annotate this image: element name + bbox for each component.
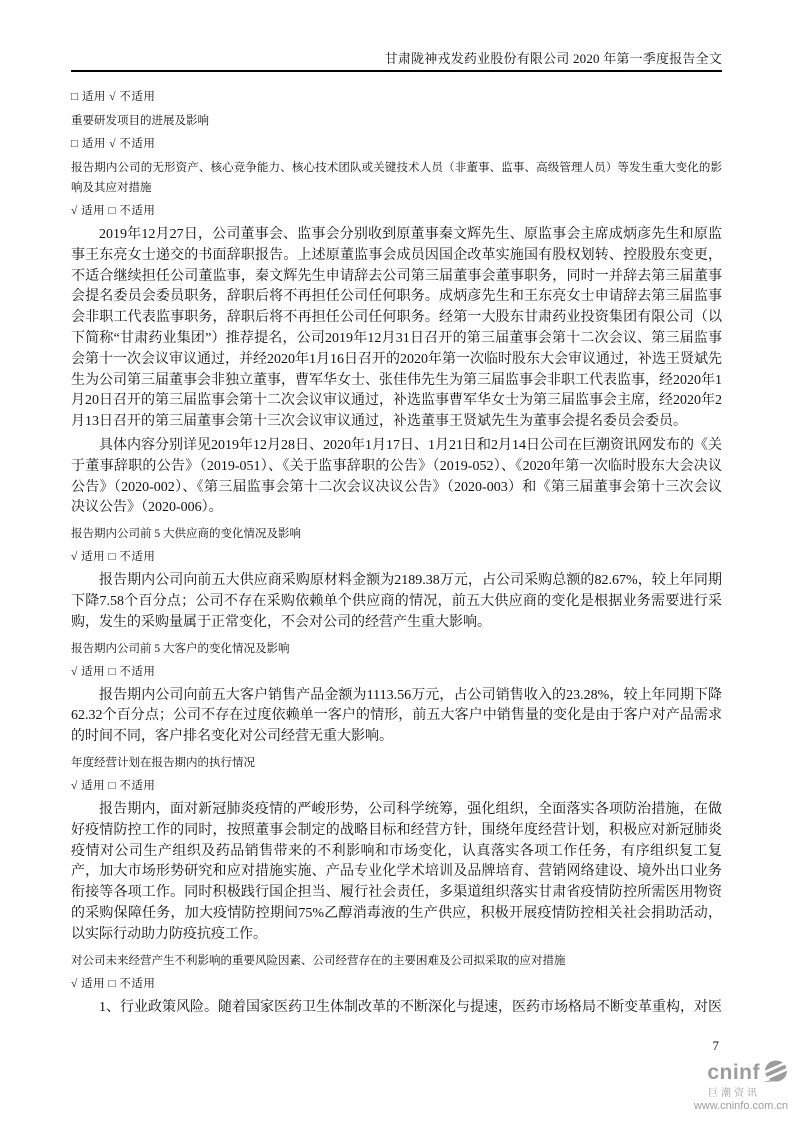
section-label: 报告期内公司前 5 大客户的变化情况及影响 xyxy=(71,642,290,655)
section-label: 报告期内公司的无形资产、核心竞争能力、核心技术团队或关键技术人员（非董事、监事、高级管理人员）等发生重大变化的影响及其应对措施 xyxy=(71,162,722,194)
cninfo-logo xyxy=(694,1060,788,1112)
body-paragraph: 报告期内，面对新冠肺炎疫情的严峻形势，公司科学统筹，强化组织，全面落实各项防治措施，在做好疫情防控工作的同时，按照董事会制定的战略目标和经营方针，围绕年度经营计划，积极应对新冠肺炎疫情对公司生产组织及药品销售带来的不利影响和市场变化，认真落实各项工作任务，有序组织复工复产，加大市场形势研究和应对措施实施、产品专业化学术培训及品牌培育、营销网络建设、境外出口业务衔接等各项工作。同时积极践行国企担当、履行社会责任，多渠道组织落实甘肃省疫情防控所需医用物资的采购保障任务，加大疫情防控期间75%乙醇消毒液的生产供应，积极开展疫情防控相关社会捐助活动，以实际行动助力防疫抗疫工作。 xyxy=(71,801,722,942)
applicability-line: √ 适用 □ 不适用 xyxy=(71,551,156,564)
applicability-line: √ 适用 □ 不适用 xyxy=(71,665,156,678)
body-paragraph: 报告期内公司向前五大供应商采购原材料金额为2189.38万元，占公司采购总额的82.67%，较上年同期下降7.58个百分点；公司不存在采购依赖单个供应商的情况，前五大供应商的变化是根据业务需要进行采购，发生的采购量属于正常变化，不会对公司的经营产生重大影响。 xyxy=(71,573,722,630)
page-header xyxy=(71,50,722,72)
cninfo-swoosh-icon xyxy=(762,1060,788,1084)
applicability-line: □ 适用 √ 不适用 xyxy=(71,138,156,150)
report-title: 甘肃陇神戎发药业股份有限公司 2020 年第一季度报告全文 xyxy=(384,51,722,66)
applicability-line: √ 适用 □ 不适用 xyxy=(71,779,156,792)
body-paragraph: 1、行业政策风险。随着国家医药卫生体制改革的不断深化与提速，医药市场格局不断变革重构，对医 xyxy=(99,999,722,1015)
applicability-line: √ 适用 □ 不适用 xyxy=(71,977,156,990)
applicability-line: □ 适用 √ 不适用 xyxy=(71,91,156,103)
page-number: 7 xyxy=(712,1038,719,1053)
section-label: 报告期内公司前 5 大供应商的变化情况及影响 xyxy=(71,528,301,541)
applicability-line: √ 适用 □ 不适用 xyxy=(71,205,156,217)
section-label: 年度经营计划在报告期内的执行情况 xyxy=(71,756,255,769)
cninfo-chinese-name: 巨潮资讯 xyxy=(708,1088,760,1099)
cninfo-logo-row xyxy=(694,1060,788,1084)
section-label: 对公司未来经营产生不利影响的重要风险因素、公司经营存在的主要困难及公司拟采取的应对措施 xyxy=(71,954,566,967)
cninfo-brand-text: cninf xyxy=(707,1060,760,1084)
body-paragraph: 报告期内公司向前五大客户销售产品金额为1113.56万元，占公司销售收入的23.28%，较上年同期下降62.32个百分点；公司不存在过度依赖单一客户的情形，前五大客户中销售量的变化是由于客户对产品需求的时间不同，客户排名变化对公司经营无重大影响。 xyxy=(71,687,722,745)
body-paragraph: 具体内容分别详见2019年12月28日、2020年1月17日、1月21日和2月14日公司在巨潮资讯网发布的《关于董事辞职的公告》（2019-051）、《关于监事辞职的公告》（2019-052）、《2020年第一次临时股东大会决议公告》（2020-002）、《第三届监事会第十二次会议决议公告》（2020-003）和《第三届董事会第十三次会议决议公告》（2020-006）。 xyxy=(71,437,722,516)
cninfo-url: www.cninfo.com.cn xyxy=(693,1100,788,1112)
section-label: 重要研发项目的进展及影响 xyxy=(71,115,209,127)
body-paragraph: 2019年12月27日，公司董事会、监事会分别收到原董事秦文辉先生、原监事会主席成炳彦先生和原监事王东亮女士递交的书面辞职报告。上述原董监事会成员因国企改革实施国有股权划转、控股股东变更，不适合继续担任公司董监事，秦文辉先生申请辞去公司第三届董事会董事职务，同时一并辞去第三届董事会提名委员会委员职务，辞职后将不再担任公司任何职务。成炳彦先生和王东亮女士申请辞去第三届监事会非职工代表监事职务，辞职后将不再担任公司任何职务。经第一大股东甘肃药业投资集团有限公司（以下简称“甘肃药业集团”）推荐提名，公司2019年12月31日召开的第三届董事会第十二次会议、第三届监事会第十一次会议审议通过，并经2020年1月16日召开的2020年第一次临时股东大会审议通过，补选王贤斌先生为公司第三届董事会非独立董事，曹军华女士、张佳伟先生为第三届监事会非职工代表监事，经2020年1月20日召开的第三届监事会第十二次会议审议通过，补选监事曹军华女士为第三届监事会主席，经2020年2月13日召开的第三届董事会第十三次会议审议通过，补选董事王贤斌先生为董事会提名委员会委员。 xyxy=(71,227,722,430)
document-body xyxy=(71,84,722,1021)
